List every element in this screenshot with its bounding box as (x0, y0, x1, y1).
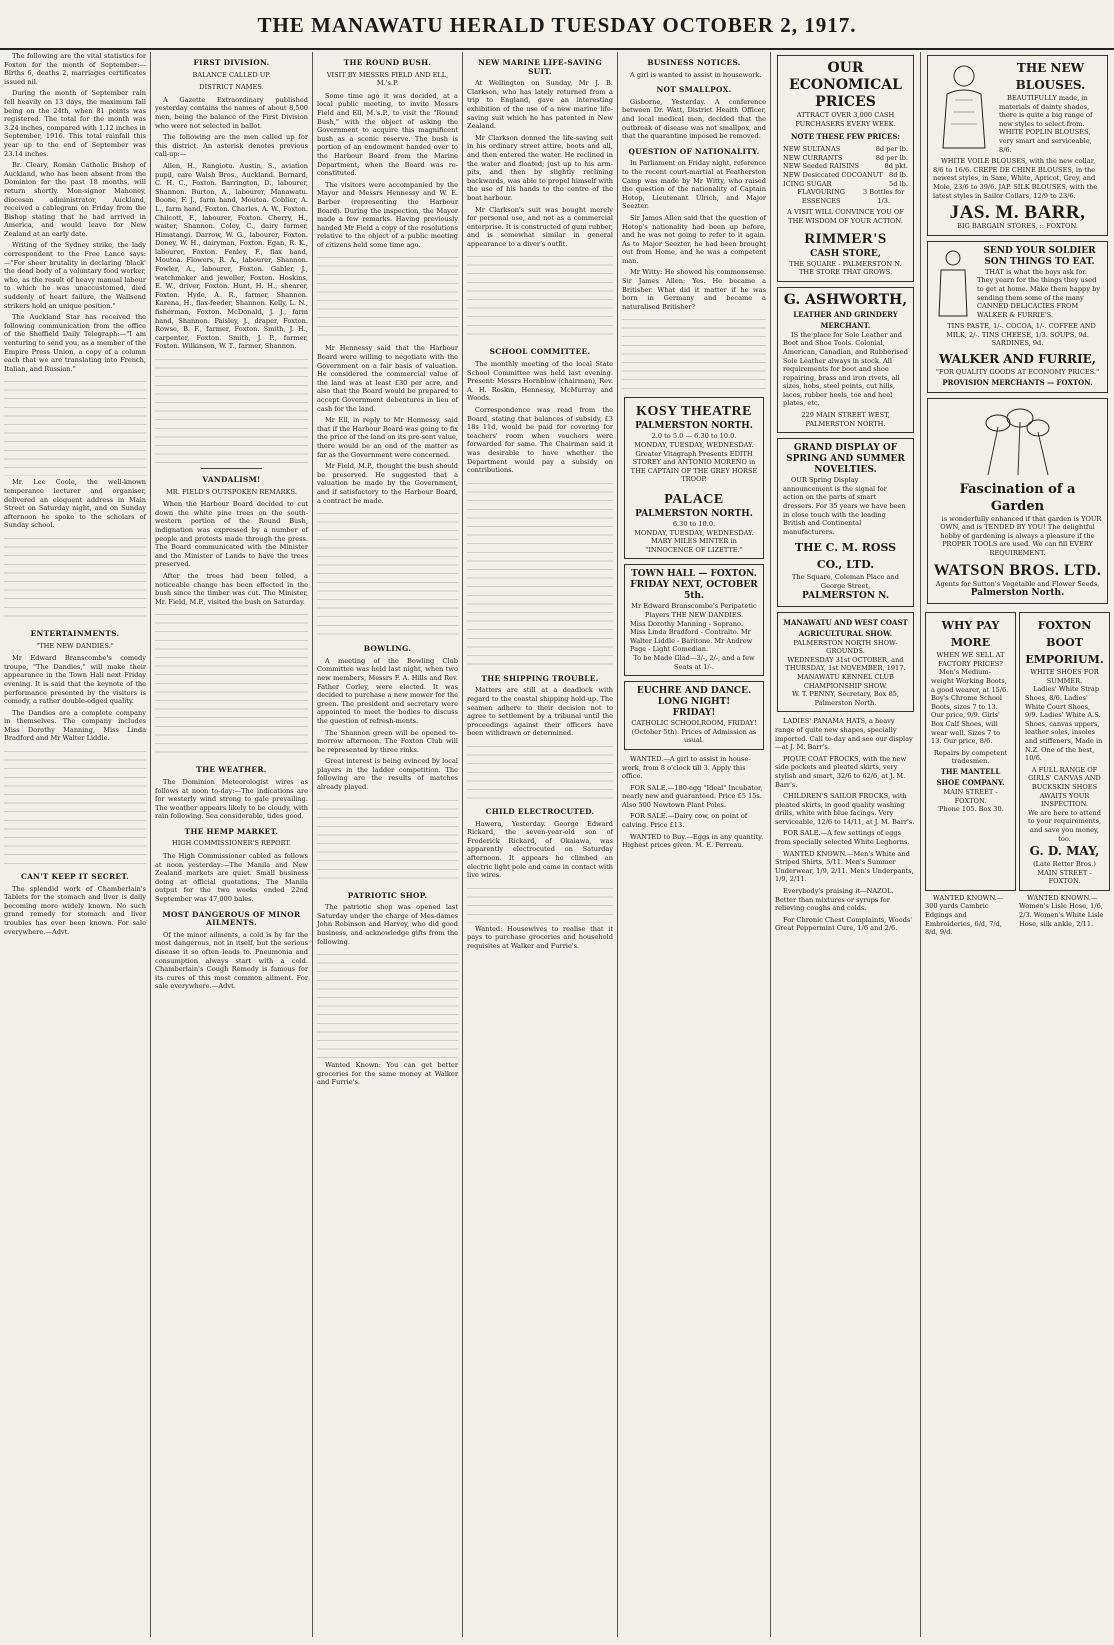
euchre-title: EUCHRE AND DANCE. (636, 686, 752, 697)
section-heading: BUSINESS NOTICES. (647, 58, 741, 67)
why-title: WHY PAY MORE (941, 619, 1000, 650)
paragraph: The visitors were accompanied by the Mayor and Messrs Hennessy and W. E. Barber (representing the Harbour Board). During the inspection, the Mayor made a few remarks. Having previously handed Mr Field a copy of the resolutions relative to the object of a public meeting of citizens held some time ago. (317, 180, 458, 249)
mantell-address: MAIN STREET - FOXTON. (943, 787, 998, 805)
paragraph: The Dominion Meteorologist wires as follows at noon to-day:—The indications are for westerly wind strong to gale prevailing. The weather appears likely to be cloudy, with rain following. Sea considerable, tides good. (155, 777, 308, 821)
text-block-filler (317, 508, 458, 638)
soldier-list: TINS PASTE, 1/-. COCOA, 1/-. COFFEE AND MILK, 2/-. TINS CHEESE, 1/3. SOUPS, 9d. SARDINES, 9d. (946, 322, 1096, 348)
bottom-ads-row (925, 609, 1110, 894)
price-value: 8d per lb. (875, 145, 908, 154)
watson-title: WATSON BROS. LTD. (933, 561, 1102, 579)
section-heading: NEW MARINE LIFE-SAVING SUIT. (478, 58, 602, 76)
classified: FOR SALE.—Dairy cow, on point of calving. Price £13. (622, 812, 748, 830)
display-body: OUR Spring Display announcement is the signal for action on the parts of smart dressers. For 35 years we have been in close touch with the leading British and Continental manufacturers. (783, 476, 906, 536)
flowers-illustration-icon (958, 407, 1078, 477)
garden-body: is wonderfully enhanced if that garden is YOUR OWN, and is TENDED BY YOU! The delightful hobby of gardening is always a pleasure if the PROPER TOOLS are used. We can fill EVERY REQUIREMENT. (940, 514, 1102, 558)
rimmer-tagline: THE STORE THAT GROWS. (798, 268, 893, 277)
paragraph: Mr Hennessy said that the Harbour Board were willing to negotiate with the Government on a fair basis of valuation. He considered the commercial value of the land was at least £30 per acre, and also that the Board would be prepared to accept Government debentures in lieu of cash for the land. (317, 344, 458, 413)
text-block-filler (622, 314, 766, 394)
show-title: MANAWATU AND WEST COAST AGRICULTURAL SHOW. (783, 617, 908, 638)
ross-town: PALMERSTON N. (802, 590, 889, 601)
paragraph: Mr Field, M.P., thought the bush should be preserved. He suggested that a valuation be made by the Government, and if satisfactory to the Harbour Board, a contract be made. (317, 462, 458, 505)
why-body: Men's Medium-weight Working Boots, a good wearer, at 15/6. Boy's Chrome School Boots, sizes 7 to 13. Our price, 9/9. Girls' Box Calf Shoes, will wear well. Sizes 7 to 13. Our price, 8/6. (931, 668, 1009, 746)
fbe-range: A FULL RANGE OF GIRLS' CANVAS AND BUCKSKIN SHOES AWAITS YOUR INSPECTION. (1028, 765, 1101, 809)
classified: FOR SALE.—180-egg "Ideal" Incubator, nearly new and guaranteed. Price £5 15s. Also 500 Newtown Plant Poles. (622, 783, 763, 809)
column-3 (312, 52, 462, 1637)
fbe-note: We are here to attend to your requirements, and save you money, too. (1027, 808, 1102, 843)
why-repair: Repairs by competent tradesmen. (933, 748, 1008, 766)
text-block-filler (467, 478, 613, 668)
show-ad (777, 612, 914, 713)
section-subheading: VISIT BY MESSRS FIELD AND ELL, M.'s.P. (326, 70, 449, 88)
paragraph: A girl is wanted to assist in housework. (630, 70, 762, 79)
column-4 (462, 52, 617, 1637)
display-title: GRAND DISPLAY OF SPRING AND SUMMER NOVELTIES. (786, 443, 905, 476)
paragraph: The splendid work of Chamberlain's Tablets for the stomach and liver is daily becoming more widely known. No such grand remedy for stomach and liver troubles has ever been known. For sale everywhere.—Advt. (4, 884, 146, 936)
palace-days: MONDAY, TUESDAY, WEDNESDAY. (634, 528, 754, 537)
paragraph: Correspondence was read from the Board, stating that balances of subsidy, £3 18s 11d, would be paid for covering for teachers' room when vouchers were forwarded for same. The Chairman said it was desirable to have whether the Department would pay a subsidy on contributions. (467, 406, 613, 475)
paragraph: During the month of September rain fell heavily on 13 days, the maximum fall being on the 24th, when 81 points was registered. The total for the month was 3.24 inches, compared with 1.12 inches in September, 1916. This total rainfall this year up to the end of September was 23.14 inches. (4, 89, 146, 158)
garden-title: Fascination of a Garden (959, 481, 1076, 514)
text-block-filler (467, 741, 613, 801)
text-block-filler (155, 354, 308, 464)
town-hall-prices: To be Made Glad—3/-, 2/-, and a few Seats at 1/-. (633, 653, 755, 671)
paragraph: Mr. Lee Coole, the well-known temperance lecturer and organiser, delivered an eloquent address in Main Street on Saturday night, and on Sunday afternoon he spoke to the scholars of Sunday school. (4, 478, 146, 530)
blouse-body: BEAUTIFULLY made, in materials of dainty shades, there is quite a big range of new styles to select from. WHITE POPLIN BLOUSES, very smart and serviceable, 8/6. (999, 94, 1093, 154)
blouse-title: THE NEW BLOUSES. (1015, 61, 1086, 92)
rimmer-title: RIMMER'S (804, 230, 887, 247)
wf-title: WALKER AND FURRIE, (939, 352, 1096, 367)
paragraph: At Wellington on Sunday, Mr J. B. Clarkson, who has lately returned from a trip to England, gave an interesting exhibition of the use of a new marine life-saving suit which he has patented in New Zealand. (467, 79, 613, 131)
price-row (783, 145, 908, 154)
column-6 (770, 52, 920, 1637)
classified: LADIES' PANAMA HATS, a heavy range of quite new shapes, specially imported. Call to-day and see our display—at J. M. Barr's. (775, 717, 913, 752)
section-heading: MOST DANGEROUS OF MINOR AILMENTS. (162, 909, 301, 928)
palace-times: 6.30 to 10.0. (672, 520, 716, 528)
paragraph: Mr Edward Branscombe's comedy troupe, "The Dandies," will make their appearance in the Town Hall next Friday evening. It is said that the keynote of the performance presented by the visitors is comedy, a rather double-edged quality. (4, 654, 146, 706)
paragraph: The Dandies are a complete company in themselves. The company includes Miss Dorothy Manning, Miss Linda Bradford and Mr Walter Liddle. (4, 708, 146, 743)
barr-title: JAS. M. BARR, (949, 202, 1086, 224)
town-hall-title: TOWN HALL — FOXTON. (631, 569, 757, 580)
show-secretary: W. T. PENNY, Secretary, Box 85, Palmerston North. (792, 690, 899, 707)
classified: WANTED KNOWN.—Women's Lisle Hose, 1/6, 2/3. Women's White Lisle Hose, silk ankle, 2/11. (1019, 893, 1104, 928)
paragraph: When the Harbour Board decided to cut down the white pine trees on the south-western portion of the Round Bush, indignation was expressed by a number of people and protests made through the press. The Board communicated with the Minister and the Minister of Lands to have the trees preserved. (155, 500, 308, 569)
paragraph: The following are the vital statistics for Foxton for the month of September:—Births 6, deaths 2, marriages certificates issued nil. (4, 52, 146, 86)
classified: PIQUE COAT FROCKS, with the new side pockets and pleated skirts, very stylish and smart, 32/6 to 62/6, at J. M. Barr's. (775, 754, 907, 789)
paragraph: A meeting of the Bowling Club Committee was held last night, when two new members, Messrs F. A. Hills and Rev. Father Corley, were elected. It was decided to purchase a new mower for the green. The president and secretary were appointed to meet the bodies to discuss the question of refresh-ments. (317, 656, 458, 725)
ashworth-ad (777, 287, 914, 434)
column-5 (617, 52, 770, 1637)
section-heading: CHILD ELECTROCUTED. (485, 806, 595, 816)
paragraph: A Gazette Extraordinary published yesterday contains the names of about 8,500 men, being the balance of the First Division who were not selected in ballot. (155, 95, 308, 130)
classified: Everybody's praising it—NAZOL. Better than mixtures or syrups for relieving coughs and colds. (775, 887, 894, 913)
why-subtitle: WHEN WE SELL AT FACTORY PRICES? (936, 651, 1005, 668)
paragraph: Mr Witty: He showed his commonsense. Sir James Allen: Yes. He became a Britisher. What did it matter if he was born in Germany and became a naturalised Britisher? (622, 268, 766, 311)
kosy-times: 2.0 to 5.0 — 6.30 to 10.0. (651, 432, 737, 441)
friday: FRIDAY! (672, 708, 716, 719)
kosy-location: PALMERSTON NORTH. (635, 421, 753, 432)
paragraph: Great interest is being evinced by local players in the ladder competition. The following are the results of matches already played. (317, 757, 458, 792)
classified: WANTED.—A girl to assist in house-work, from 8 o'clock till 3. Apply this office. (622, 754, 751, 781)
text-block-filler (4, 376, 146, 476)
section-heading: ENTERTAINMENTS. (30, 628, 120, 638)
classified: For Chronic Chest Complaints, Woods' Great Peppermint Cure, 1/6 and 2/6. (775, 915, 913, 933)
section-heading: CAN'T KEEP IT SECRET. (20, 872, 130, 882)
price-item: NEW CURRANTS (783, 153, 843, 162)
paragraph: Mr Clarkson donned the life-saving suit in his ordinary street attire, boots and all, and then entered the water. He reclined in the water and floated; just up to his arm-pits, and then by slightly reclining backwards, was able to propel himself with the use of his hands to the centre of the boat harbour. (467, 133, 613, 202)
paragraph: The monthly meeting of the local State School Committee was held last evening. Present: Messrs Hornblow (chairman), Rev. A. H. Roskin, Hennessy, McMurray and Woods. (467, 360, 614, 403)
foxton-boot-ad (1019, 612, 1110, 891)
ad-subtitle: ATTRACT OVER 3,000 CASH PURCHASERS EVERY WEEK. (795, 111, 896, 128)
paragraph: After the trees had been felled, a noticeable change has been effected in the bush since the timber was cut. The Minister, Mr. Field, M.P., visited the bush on Saturday. (155, 571, 308, 606)
text-block-filler (4, 533, 146, 623)
may-title: G. D. MAY, (1029, 844, 1100, 859)
classified: WANTED to Buy.—Eggs in any quantity. Highest prices given. M. E. Perreau. (622, 832, 764, 850)
section-subheading: "THE NEW DANDIES." (36, 641, 114, 650)
soldier-title: SEND YOUR SOLDIER SON THINGS TO EAT. (983, 245, 1096, 267)
show-dates: WEDNESDAY 31st OCTOBER, and THURSDAY, 1st NOVEMBER, 1917. (785, 655, 906, 673)
ad-visit: A VISIT WILL CONVINCE YOU OF THE WISDOM OF YOUR ACTION. (787, 208, 904, 225)
palace-bill: MARY MILES MINTER in "INNOCENCE OF LIZETTE." (645, 537, 743, 554)
paragraph: Sir James Allen said that the question of Hotop's nationality had been up before, and he was not going to refer to it again. As to Major Seezter, he had been brought out from Home, and he was a competent man. (622, 213, 766, 265)
classified: CHILDREN'S SAILOR FROCKS, with pleated skirts, in good quality washing drills, white with blue facings. Very serviceable, 12/6 to 14/11, at J. M. Barr's. (775, 792, 915, 826)
economical-prices-ad (777, 55, 914, 282)
may-address: MAIN STREET - FOXTON. (1037, 868, 1092, 886)
classified: WANTED KNOWN.—Men's White and Striped Shirts, 5/11. Men's Summer Underwear, 1/9, 2/11. Men's Underpants, 1/9, 2/11. (775, 849, 914, 884)
ashworth-address: 229 MAIN STREET WEST, PALMERSTON NORTH. (801, 411, 890, 428)
paragraph: Of the minor ailments, a cold is by far the most dangerous, not in itself, but the serious disease it so often leads to. Pneumonia and consumption always start with a cold. Chamberlain's Cough Remedy is famous for its cures of this most common ailment. For sale everywhere.—Advt. (155, 930, 308, 991)
long-night: LONG NIGHT! (657, 697, 731, 708)
column-7 (920, 52, 1114, 1637)
section-subheading: MR. FIELD'S OUTSPOKEN REMARKS. (166, 487, 297, 496)
fbe-body: Ladies' White Strap Shoes, 8/6. Ladies' White Court Shoes, 9/9. Ladies' White A.S. Shoes, canvas uppers, leather soles, insoles and stiffeners, Made in N.Z. One of the best, 10/6. (1025, 685, 1103, 763)
price-row (783, 162, 908, 171)
text-block-filler (467, 251, 613, 341)
section-heading: VANDALISM! (202, 475, 261, 484)
blouse-list: WHITE VOILE BLOUSES, with the new collar, 8/6 to 16/6. CREPE DE CHINE BLOUSES, in the newest styles, in Saxe, White, Apricot, Grey, and Mole, 23/6 to 39/6. JAP. SILK BLOUSES, with the latest styles in Sailor Collars, 12/9 to 23/6. (933, 157, 1098, 200)
woman-illustration-icon (933, 60, 995, 150)
ross-title: THE C. M. ROSS CO., LTD. (794, 541, 897, 572)
price-row (783, 180, 908, 189)
mantell-phone: 'Phone 105. Box 30. (937, 805, 1004, 814)
may-subtitle: (Late Retter Bros.) (1033, 860, 1096, 869)
price-value: 8d pkt. (884, 162, 908, 171)
price-value: 8d per lb. (875, 153, 908, 162)
section-heading: SCHOOL COMMITTEE. (489, 347, 591, 357)
paragraph: Writing of the Sydney strike, the lady correspondent to the Free Lance says:—"For sheer brutality in declaring 'black' the dead body of a voluntary food worker, who, as the result of heavy manual labour to which he was unaccustomed, died suddenly of heart failure, the Wallsend strikers hold an unique position." (4, 241, 146, 310)
ashworth-title: G. ASHWORTH, (783, 291, 908, 308)
text-block-filler (317, 949, 458, 1059)
euchre-ad (624, 681, 764, 750)
town-hall-cast: Miss Dorothy Manning - Soprano. Miss Linda Bradford - Contralto. Mr Walter Liddle - Baritone. Mr Andrew Page - Light Comedian. (630, 619, 753, 654)
paragraph: Hawera, Yesterday. George Edward Rickard, the seven-year-old son of Frederick Rickard, of Okaiawa, was apparently electrocuted on Saturday afternoon. It appears he climbed an electric light pole and came in contact with live wires. (467, 819, 613, 880)
paragraph: In Parliament on Friday night, reference to the recent court-martial at Featherston Camp was made by Mr Witty, who raised the question of the nationality of Captain Hotop, Lieutenant Ulrich, and Major Seezter. (622, 159, 766, 211)
watson-ad (927, 398, 1108, 605)
kosy-bill: Greater Vitagraph Presents EDITH STOREY and ANTONIO MORENO in THE CAPTAIN OF THE GREY HORSE TROOP. (630, 449, 758, 484)
name-list: Allen, H., Rangiotu. Austin, S., aviation pupil, care Walsh Bros., Auckland. Bernard, C. H. C., Foxton. Barrington, D., labourer, Shannon. Burton, A., labourer, Manawatu. Boone, F. J., farm hand, Moutoa. Coblier, A. L., farm hand, Foxton. Charles, A. W., Foxton. Chilcott, F., labourer, Foxton. Cherry, H., waiter, Shannon. Coley, C., dairy farmer, Himatangi. Darrow, W. G., labourer, Foxton. Doney, W. H., dairyman, Foxton. Egan, R. K., labourer, Foxton. Fenley, F., flax hand, Moutoa. Flowers, R. A., labourer, Shannon. Fowler, A., labourer, Foxton. Gabler, J., watchmaker and jeweller, Foxton. Hoskins, E. W., driver, Foxton. Hunt, H. H., shearer, Foxton. Hyde, A. R., farmer, Shannon. Karena, H., flax-feeder, Shannon. Kelly, L. N., fisherman, Foxton. McDonald, J. J., farm hand, Shannon. Paisley, J., draper, Foxton. Rowse, B. F., farmer, Foxton. Smith, J. H., carpenter, Foxton. Smith, J. P., farmer, Foxton. Wilkinson, W. T., farmer, Shannon. (155, 161, 308, 351)
ashworth-subtitle: LEATHER AND GRINDERY MERCHANT. (793, 309, 898, 330)
text-block-filler (4, 746, 146, 866)
paragraph: The Shannon green will be opened to-morrow afternoon. The Foxton Club will be represented by three rinks. (317, 728, 458, 754)
walker-furrie-ad (927, 241, 1108, 393)
ad-note: NOTE THESE FEW PRICES: (791, 132, 900, 142)
town-hall-date: FRIDAY NEXT, OCTOBER 5th. (630, 580, 758, 602)
section-heading: THE SHIPPING TROUBLE. (481, 673, 599, 683)
wanted-known-row (925, 894, 1110, 940)
section-heading: QUESTION OF NATIONALITY. (628, 146, 760, 156)
ad-title: OUR ECONOMICAL PRICES (789, 60, 902, 110)
paragraph: Some time ago it was decided, at a local public meeting, to invite Messrs Field and Ell, M.'s.P., to visit the "Round Bush," with the object of asking the Government to acquire this magnificent bush as a scenic reserve. The bush is portion of an endowment handed over to the Harbour Board from the Marine Department, when the Board was re-constituted. (317, 91, 458, 178)
column-2 (150, 52, 312, 1637)
section-heading: BOWLING. (363, 644, 412, 654)
palace-title: PALACE (664, 492, 724, 507)
price-row (783, 171, 908, 180)
paragraph: Matters are still at a deadlock with regard to the coastal shipping hold-up. The seamen adhere to their decision not to agree to settlement by a tribunal until the proceedings against their officers have been withdrawn or determined. (467, 686, 613, 738)
section-subheading: DISTRICT NAMES. (199, 83, 264, 92)
column-1 (0, 52, 150, 1637)
barr-blouses-ad (927, 55, 1108, 236)
rimmer-subtitle: CASH STORE, (810, 248, 881, 259)
ashworth-body: IS the place for Sole Leather and Boot and Shoe Tools. Colonial, American, Canadian, and Rubberised Sole Leather always in stock. All requirements for boot and shoe repairing, brass and iron rivets, all sizes, hobs, steel points, cut hills, laces, rubber heels, toe and heel plates, etc. (783, 330, 908, 408)
paragraph: Br. Cleary, Roman Catholic Bishop of Auckland, who has been absent from the Dominion for the past 18 months, will return shortly. Mon-signor Mahoney, diocesan administrator, Auckland, received a cablegram on Friday from the Bishop stating that he had arrived in America, and would leave for New Zealand at an early date. (4, 161, 146, 238)
price-item: NEW Seeded RAISINS (783, 162, 859, 171)
text-block-filler (317, 252, 458, 342)
barr-subtitle: BIG BARGAIN STORES, :: FOXTON. (957, 222, 1078, 231)
soldier-illustration-icon (933, 246, 973, 318)
show-kennel: MANAWATU KENNEL CLUB CHAMPIONSHIP SHOW. (797, 672, 894, 690)
wf-subtitle: PROVISION MERCHANTS — FOXTON. (942, 377, 1093, 387)
newspaper-title: THE MANAWATU HERALD TUESDAY OCTOBER 2, 1917. (257, 13, 857, 37)
paragraph: The following are the men called up for this district. An asterisk denotes previous call-up:— (155, 133, 308, 159)
masthead (0, 8, 1114, 50)
price-value: 5d lb. (889, 179, 908, 188)
palace-location: PALMERSTON NORTH. (635, 509, 753, 519)
mantell-title: THE MANTELL SHOE COMPANY. (936, 766, 1005, 787)
section-subheading: BALANCE CALLED UP. (192, 70, 271, 79)
paragraph: Mr Ell, in reply to Mr Hennessy, said that if the Harbour Board was going to fix the price of the land on its pre-sent value, there would be an end of the matter as far as the Government were concerned. (317, 416, 458, 459)
wf-slogan: "FOR QUALITY GOODS AT ECONOMY PRICES." (935, 368, 1100, 377)
price-value: 8d lb. (889, 170, 908, 179)
classified: WANTED KNOWN.—300 yards Cambric Edgings and Embroideries, 6/d, 7/d, 8/d, 9/d. (925, 893, 1004, 937)
text-block-filler (317, 795, 458, 885)
watson-subtitle: Agents for Sutton's Vegetable and Flower Seeds, (935, 579, 1100, 588)
town-hall-bill: Mr Edward Branscombe's Peripatetic Players THE NEW DANDIES. (631, 602, 757, 619)
price-value: 3 Bottles for 1/3. (862, 188, 905, 205)
paragraph: Wanted Known: You can get better groceries for the same money at Walker and Furrie's. (317, 1061, 458, 1087)
section-heading: NOT SMALLPOX. (656, 85, 732, 95)
ross-ad (777, 438, 914, 606)
town-hall-ad (624, 564, 764, 676)
section-heading: FIRST DIVISION. (193, 58, 270, 67)
paragraph: Wanted: Housewives to realise that it pays to purchase groceries and household requisites at Walker and Furrie's. (467, 924, 613, 950)
ross-address: The Square, Coleman Place and George Street, (792, 573, 899, 590)
fbe-subtitle: WHITE SHOES FOR SUMMER. (1030, 668, 1099, 685)
soldier-body: THAT is what the boys ask for. They yearn for the things they used to get at home. Make them happy by sending them some of the many CANNED DELICACIES FROM WALKER & FURRIE'S. (977, 267, 1101, 319)
paragraph: The patriotic shop was opened last Saturday under the charge of Mes-dames John Robinson and Harvey, who did good business, and acknowledge gifts from the following. (317, 903, 458, 946)
section-heading: PATRIOTIC SHOP. (347, 890, 428, 900)
text-block-filler (467, 883, 613, 923)
price-item: ICING SUGAR (783, 179, 832, 188)
paragraph: Gisborne, Yesterday. A conference between Dr. Watt, District Health Officer, and local medical men, decided that the outbreak of disease was not smallpox, and that the quarantine imposed be removed. (622, 97, 766, 141)
kosy-days: MONDAY, TUESDAY, WEDNESDAY. (634, 441, 754, 450)
rimmer-address: THE SQUARE - PALMERSTON N. (789, 259, 902, 268)
paragraph: Mr Clarkson's suit was bought merely for personal use, and not as a commercial enterprise. It is constructed of gum rubber, and is somewhat similar in general appearance to a diver's outfit. (467, 205, 613, 248)
kosy-theatre-ad (624, 397, 764, 559)
watson-town: Palmerston North. (970, 588, 1065, 599)
section-subheading: HIGH COMMISSIONER'S REPORT. (172, 839, 291, 848)
paragraph: The High Commissioner cabled as follows at noon yesterday:—The Manila and New Zealand markets are quiet. Small business doing at official quotations. The Manila output for the two weeks ended 22nd September was 47,000 bales. (155, 852, 308, 904)
section-heading: THE HEMP MARKET. (184, 826, 279, 836)
price-item: NEW SULTANAS (783, 145, 841, 154)
euchre-place: CATHOLIC SCHOOLROOM, FRIDAY! (October 5th). Prices of Admission as usual. (631, 719, 757, 745)
classified: FOR SALE.—A few settings of eggs from specially selected White Leghorns. (775, 829, 910, 847)
section-heading: THE WEATHER. (196, 765, 267, 775)
price-row (783, 154, 908, 163)
paragraph: The Auckland Star has received the following communication from the office of the Sheffield Daily Telegraph:—"I am venturing to send you, as a member of the Empire Press Union, a copy of a column each that we are translating into French, Italian, and Russian." (4, 313, 146, 373)
section-heading: THE ROUND BUSH. (343, 58, 432, 67)
price-row (783, 188, 908, 205)
price-list (783, 145, 908, 205)
text-block-filler (155, 609, 308, 759)
mantell-ad (925, 612, 1016, 891)
price-item: NEW Desiccated COCOANUT (783, 170, 883, 179)
kosy-title: KOSY THEATRE (636, 404, 752, 420)
fbe-title: FOXTON BOOT EMPORIUM. (1025, 619, 1104, 667)
divider (201, 468, 262, 469)
price-item: FLAVOURING ESSENCES (797, 188, 845, 205)
show-grounds: PALMERSTON NORTH SHOW-GROUNDS. (793, 638, 898, 656)
